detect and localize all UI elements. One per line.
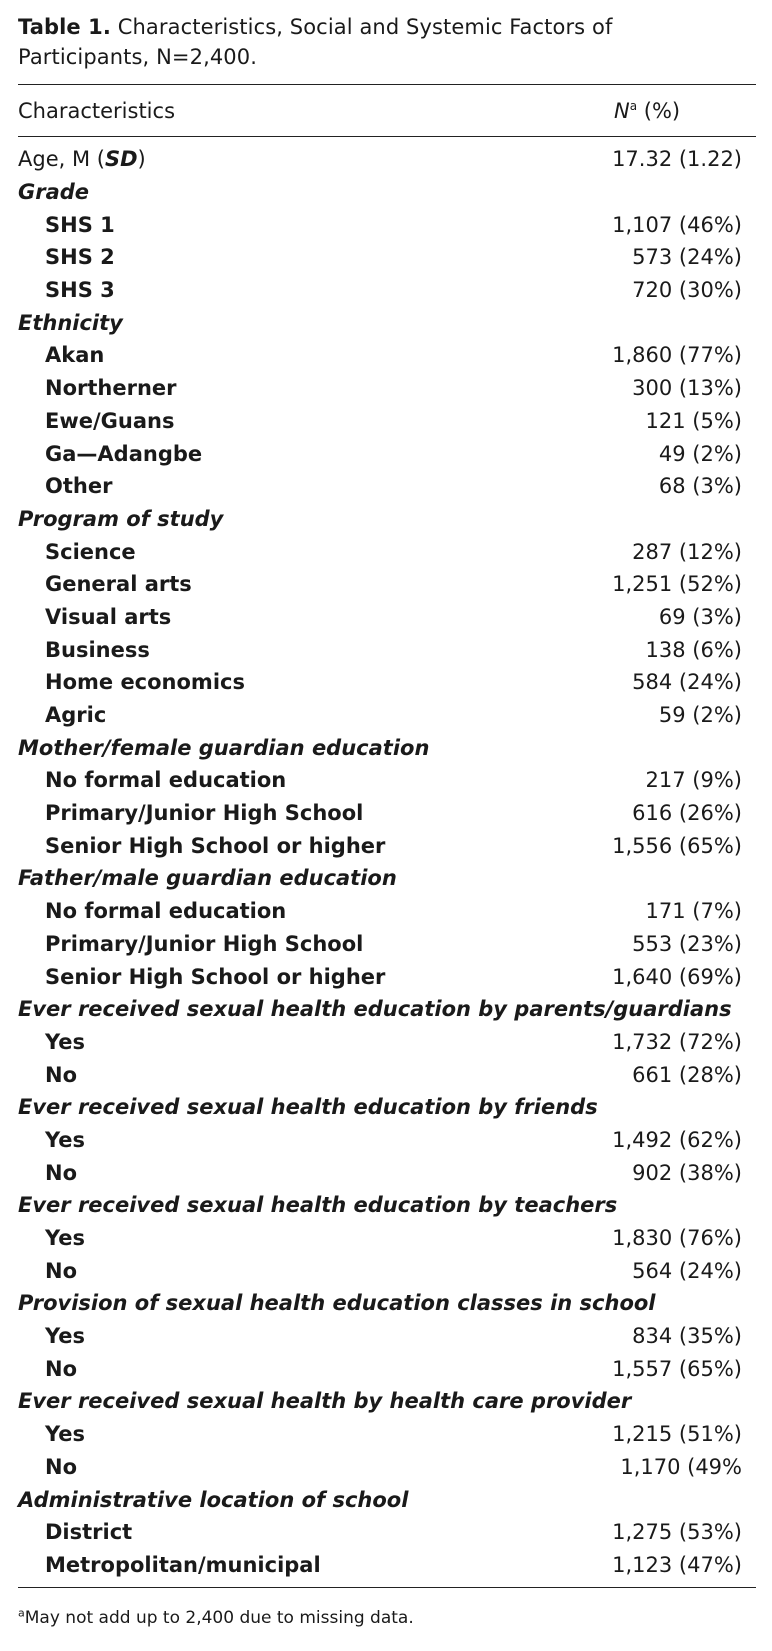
section-heading: Grade [18, 180, 90, 205]
table-caption [18, 12, 718, 72]
age-label-sd: SD [104, 147, 138, 172]
row-value: 217 (9%) [645, 768, 742, 793]
row-label: Agric [45, 703, 107, 728]
table-row [18, 208, 756, 241]
table-row [18, 1320, 756, 1353]
section-heading-row [18, 306, 756, 339]
row-label: SHS 3 [45, 278, 115, 303]
table-row [18, 241, 756, 274]
row-label: No [45, 1258, 78, 1283]
row-value: 661 (28%) [632, 1062, 742, 1087]
section-heading-row [18, 1287, 756, 1320]
row-value: 17.32 (1.22) [612, 147, 742, 172]
row-label: No formal education [45, 899, 287, 924]
table-row [18, 1124, 756, 1157]
row-label: Other [45, 474, 113, 499]
row-label: No formal education [45, 768, 287, 793]
row-value: 121 (5%) [645, 408, 742, 433]
row-label: Business [45, 637, 150, 662]
table-title: Characteristics, Social and Systemic Factors of Participants, N=2,400. [18, 15, 613, 69]
header-percent: (%) [637, 98, 681, 123]
row-label: Yes [45, 1226, 86, 1251]
section-heading: Program of study [18, 506, 224, 531]
table-row [18, 829, 756, 862]
row-value: 584 (24%) [632, 670, 742, 695]
table-row [18, 797, 756, 830]
age-label-c: ) [137, 147, 146, 172]
table-row [18, 405, 756, 438]
row-value: 138 (6%) [645, 637, 742, 662]
row-value: 69 (3%) [658, 604, 742, 629]
row-value: 1,860 (77%) [612, 343, 742, 368]
table-header [18, 85, 756, 136]
row-label: Ewe/Guans [45, 408, 175, 433]
row-value: 300 (13%) [632, 376, 742, 401]
header-characteristics: Characteristics [18, 98, 176, 123]
table-row [18, 437, 756, 470]
row-value: 1,170 (49% [620, 1454, 742, 1479]
row-value: 573 (24%) [632, 245, 742, 270]
row-value: 1,830 (76%) [612, 1226, 742, 1251]
table-row [18, 568, 756, 601]
section-heading-row [18, 176, 756, 209]
header-count-percent [614, 99, 756, 123]
footnote-mark: a [18, 1606, 25, 1620]
row-value: 1,215 (51%) [612, 1422, 742, 1447]
row-label: Yes [45, 1029, 86, 1054]
table-row [18, 535, 756, 568]
table-row [18, 960, 756, 993]
header-n: N [614, 98, 630, 123]
bottom-rule [18, 1587, 756, 1588]
row-value: 616 (26%) [632, 801, 742, 826]
row-label: Yes [45, 1324, 86, 1349]
row-label: Metropolitan/municipal [45, 1552, 321, 1577]
section-heading-row [18, 1385, 756, 1418]
table-row [18, 601, 756, 634]
row-label: Yes [45, 1127, 86, 1152]
table-row [18, 764, 756, 797]
section-heading-row [18, 731, 756, 764]
table-row [18, 372, 756, 405]
header-rule [18, 136, 756, 137]
table-row [18, 274, 756, 307]
section-heading: Father/male guardian education [18, 866, 397, 891]
table-row [18, 470, 756, 503]
row-value: 1,251 (52%) [612, 572, 742, 597]
row-label: SHS 1 [45, 212, 115, 237]
row-label: Northerner [45, 376, 177, 401]
table-row [18, 339, 756, 372]
table-row [18, 928, 756, 961]
row-label: Primary/Junior High School [45, 801, 364, 826]
section-heading: Provision of sexual health education classes in school [18, 1291, 656, 1316]
section-heading: Mother/female guardian education [18, 735, 430, 760]
row-label: No [45, 1062, 78, 1087]
row-value: 1,557 (65%) [612, 1356, 742, 1381]
table-row-age [18, 143, 756, 176]
table-row [18, 1516, 756, 1549]
table-row [18, 1418, 756, 1451]
section-heading-row [18, 862, 756, 895]
row-value: 1,275 (53%) [612, 1520, 742, 1545]
section-heading-row [18, 1189, 756, 1222]
row-label: Ga—Adangbe [45, 441, 203, 466]
section-heading: Ever received sexual health education by teachers [18, 1193, 618, 1218]
row-value: 553 (23%) [632, 931, 742, 956]
row-value: 564 (24%) [632, 1258, 742, 1283]
row-label: Senior High School or higher [45, 833, 386, 858]
row-label: SHS 2 [45, 245, 115, 270]
table-row [18, 1058, 756, 1091]
row-label: Visual arts [45, 604, 172, 629]
footnote-text: May not add up to 2,400 due to missing data. [24, 1608, 414, 1629]
section-heading: Ever received sexual health by health care provider [18, 1389, 632, 1414]
table-body [18, 143, 756, 1581]
row-label: General arts [45, 572, 192, 597]
row-value: 1,556 (65%) [612, 833, 742, 858]
section-heading-row [18, 1091, 756, 1124]
row-value: 68 (3%) [658, 474, 742, 499]
row-label: District [45, 1520, 133, 1545]
row-label: Science [45, 539, 136, 564]
row-label: Home economics [45, 670, 245, 695]
section-heading: Ever received sexual health education by parents/guardians [18, 997, 732, 1022]
row-value: 1,107 (46%) [612, 212, 742, 237]
table-row [18, 1254, 756, 1287]
row-value: 1,640 (69%) [612, 964, 742, 989]
table-label: Table 1. [18, 15, 111, 39]
section-heading: Administrative location of school [18, 1487, 409, 1512]
row-label: No [45, 1356, 78, 1381]
row-value: 834 (35%) [632, 1324, 742, 1349]
row-value: 1,123 (47%) [612, 1552, 742, 1577]
table-row [18, 1352, 756, 1385]
table-row [18, 699, 756, 732]
row-value: 287 (12%) [632, 539, 742, 564]
table-row [18, 1222, 756, 1255]
row-label: Senior High School or higher [45, 964, 386, 989]
table-row [18, 1156, 756, 1189]
row-label: Yes [45, 1422, 86, 1447]
row-value: 720 (30%) [632, 278, 742, 303]
section-heading-row [18, 503, 756, 536]
row-label: No [45, 1454, 78, 1479]
section-heading: Ethnicity [18, 310, 123, 335]
row-label: No [45, 1160, 78, 1185]
table-row [18, 1549, 756, 1582]
section-heading-row [18, 1483, 756, 1516]
table-row [18, 1026, 756, 1059]
row-value: 1,732 (72%) [612, 1029, 742, 1054]
section-heading-row [18, 993, 756, 1026]
table-footnote [18, 1608, 756, 1628]
age-label-a: Age, M ( [18, 147, 105, 172]
section-heading: Ever received sexual health education by friends [18, 1095, 598, 1120]
header-n-footnote-mark: a [629, 98, 638, 113]
row-value: 171 (7%) [645, 899, 742, 924]
row-label: Akan [45, 343, 105, 368]
row-label: Primary/Junior High School [45, 931, 364, 956]
row-label [18, 147, 562, 171]
row-value: 1,492 (62%) [612, 1127, 742, 1152]
table-row [18, 895, 756, 928]
row-value: 49 (2%) [658, 441, 742, 466]
table-row [18, 1451, 756, 1484]
table-row [18, 666, 756, 699]
row-value: 902 (38%) [632, 1160, 742, 1185]
row-value: 59 (2%) [658, 703, 742, 728]
table-row [18, 633, 756, 666]
